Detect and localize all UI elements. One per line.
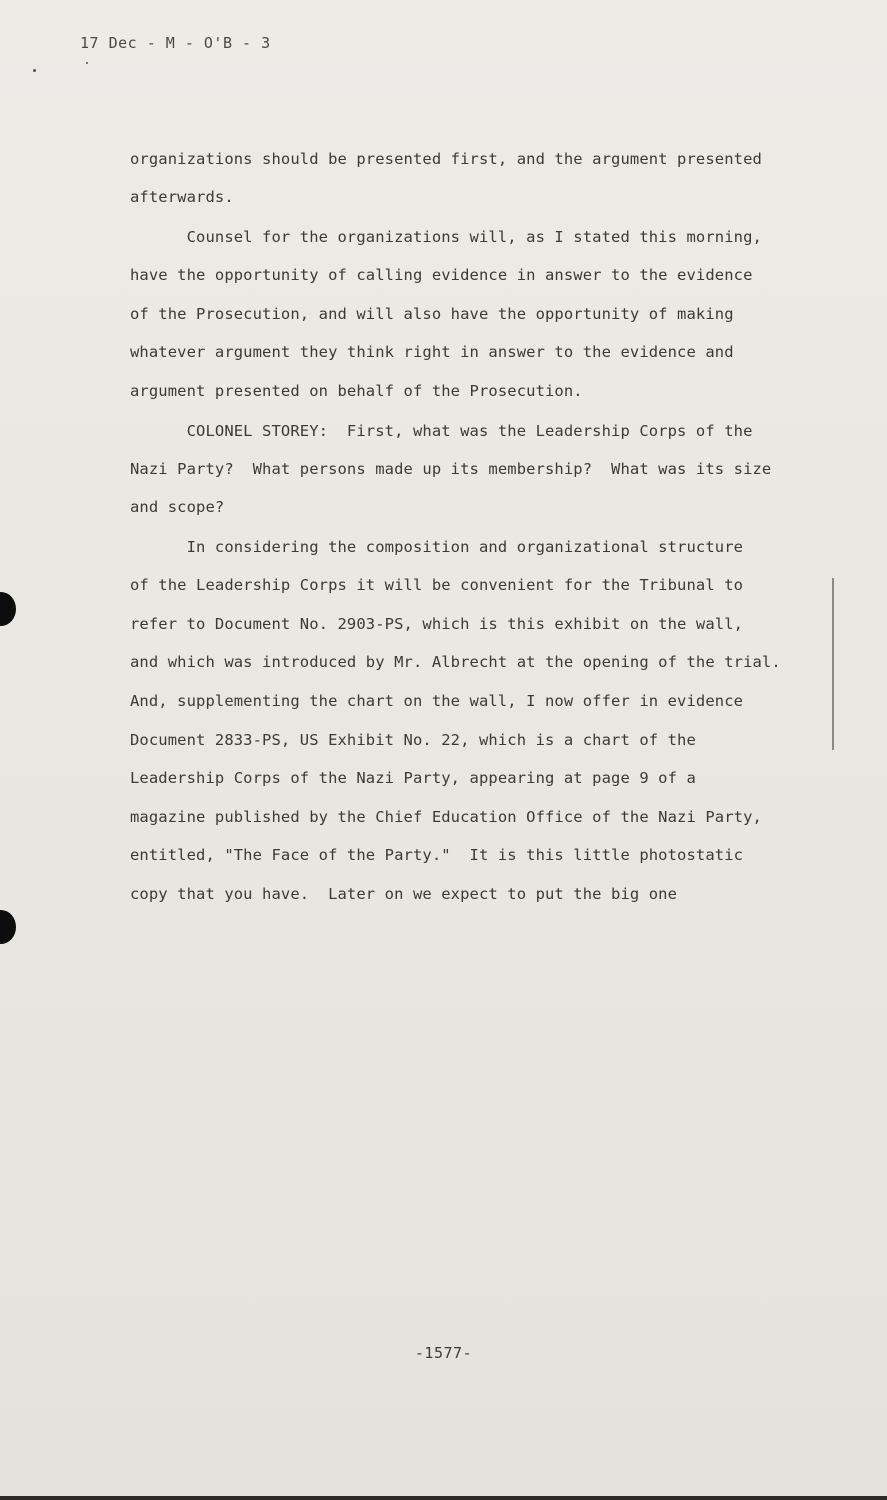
text-line: Leadership Corps of the Nazi Party, appearing at page 9 of a — [130, 769, 696, 787]
text-line: refer to Document No. 2903-PS, which is this exhibit on the wall, — [130, 615, 744, 633]
text-line: of the Leadership Corps it will be convenient for the Tribunal to — [130, 576, 744, 594]
text-line: have the opportunity of calling evidence in answer to the evidence — [130, 266, 753, 284]
text-line: argument presented on behalf of the Prosecution. — [130, 382, 583, 400]
ink-speck — [33, 69, 36, 72]
text-line: and which was introduced by Mr. Albrecht at the opening of the trial. — [130, 653, 781, 671]
text-line: afterwards. — [130, 188, 234, 206]
scan-bottom-edge — [0, 1496, 887, 1500]
margin-line-mark — [832, 578, 834, 750]
text-line: and scope? — [130, 498, 225, 516]
page-number: -1577- — [414, 1344, 473, 1362]
text-line: magazine published by the Chief Education Office of the Nazi Party, — [130, 808, 762, 826]
text-line: whatever argument they think right in answer to the evidence and — [130, 343, 734, 361]
binder-hole-lower — [0, 910, 16, 944]
text-line: Nazi Party? What persons made up its membership? What was its size — [130, 460, 772, 478]
text-line: entitled, "The Face of the Party." It is this little photostatic — [130, 846, 744, 864]
text-line: Document 2833-PS, US Exhibit No. 22, which is a chart of the — [130, 731, 696, 749]
ink-speck — [86, 62, 88, 64]
binder-hole-upper — [0, 592, 16, 626]
text-line: COLONEL STOREY: First, what was the Leadership Corps of the — [130, 422, 753, 440]
page-header: 17 Dec - M - O'B - 3 — [80, 34, 271, 52]
text-line: And, supplementing the chart on the wall, I now offer in evidence — [130, 692, 744, 710]
text-line: In considering the composition and organizational structure — [130, 538, 744, 556]
text-line: copy that you have. Later on we expect to put the big one — [130, 885, 678, 903]
text-line: Counsel for the organizations will, as I stated this morning, — [130, 228, 762, 246]
text-line: of the Prosecution, and will also have the opportunity of making — [130, 305, 734, 323]
text-line: organizations should be presented first, and the argument presented — [130, 150, 762, 168]
